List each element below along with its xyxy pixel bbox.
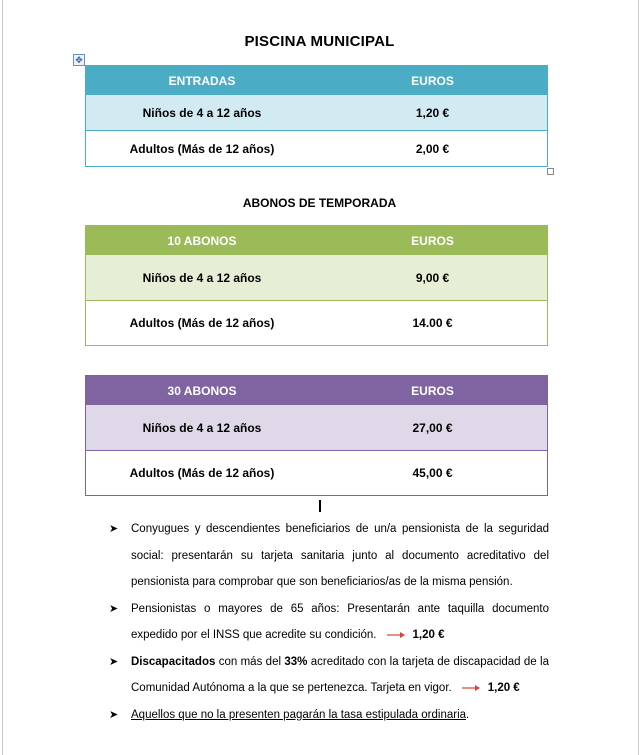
table-row bbox=[86, 451, 548, 496]
table-cell: 2,00 € bbox=[318, 131, 548, 167]
text-cursor bbox=[319, 500, 321, 512]
note-price: 1,20 € bbox=[487, 682, 520, 694]
note-price: 1,20 € bbox=[412, 629, 445, 641]
header-cell: 30 ABONOS bbox=[86, 376, 319, 406]
table-entradas bbox=[85, 65, 548, 167]
page-border-left bbox=[2, 0, 3, 755]
table-row bbox=[86, 131, 548, 167]
table-cell: Adultos (Más de 12 años) bbox=[86, 301, 319, 346]
header-cell: ENTRADAS bbox=[86, 66, 319, 96]
header-cell: 10 ABONOS bbox=[86, 226, 319, 256]
bullet-arrow-icon: ➤ bbox=[109, 655, 119, 668]
note-bold-text: Discapacitados bbox=[131, 655, 216, 668]
table-row bbox=[86, 95, 548, 131]
table-10-abonos bbox=[85, 225, 548, 346]
bullet-arrow-icon: ➤ bbox=[109, 602, 119, 615]
bullet-arrow-icon: ➤ bbox=[109, 708, 119, 721]
table-cell: 27,00 € bbox=[318, 405, 548, 451]
table-cell: 9,00 € bbox=[318, 255, 548, 301]
table-cell: 45,00 € bbox=[318, 451, 548, 496]
table-row bbox=[86, 405, 548, 451]
header-cell: EUROS bbox=[318, 66, 548, 96]
table-header-row bbox=[86, 66, 548, 96]
red-arrow-icon bbox=[387, 631, 405, 639]
notes-list bbox=[105, 516, 549, 728]
table-cell: Niños de 4 a 12 años bbox=[86, 405, 319, 451]
table-cell: Niños de 4 a 12 años bbox=[86, 95, 319, 131]
table-move-handle-icon[interactable]: ✥ bbox=[73, 54, 85, 66]
note-text: Aquellos que no la presenten pagarán la tasa estipulada ordinaria bbox=[131, 708, 467, 721]
table-header-row bbox=[86, 226, 548, 256]
note-text: Conyugues y descendientes beneficiarios de un/a pensionista de la seguridad social: presentarán su tarjeta sanitaria junto al documento acreditativo del pensionista para comprobar que son beneficiarios/as de la misma pensión. bbox=[131, 523, 549, 588]
table-cell: 1,20 € bbox=[318, 95, 548, 131]
table-30-abonos bbox=[85, 375, 548, 496]
table-resize-handle[interactable] bbox=[547, 168, 554, 175]
note-bold-text: 33% bbox=[284, 655, 308, 668]
note-text: . bbox=[466, 708, 470, 721]
note-text: acreditado con la tarjeta de discapacidad de la Comunidad Autónoma a la que se pertenezca. Tarjeta en vigor. bbox=[131, 655, 549, 694]
table-cell: Adultos (Más de 12 años) bbox=[86, 131, 319, 167]
table-row bbox=[86, 301, 548, 346]
list-item bbox=[105, 596, 549, 649]
list-item bbox=[105, 516, 549, 596]
note-text: Pensionistas o mayores de 65 años: Presentarán ante taquilla documento expedido por el INSS que acredite su condición. bbox=[131, 602, 549, 641]
header-cell: EUROS bbox=[318, 226, 548, 256]
table-cell: Niños de 4 a 12 años bbox=[86, 255, 319, 301]
red-arrow-icon bbox=[462, 684, 480, 692]
note-text: con más del bbox=[215, 655, 285, 668]
table-cell: 14.00 € bbox=[318, 301, 548, 346]
section-subtitle: ABONOS DE TEMPORADA bbox=[242, 196, 397, 210]
list-item bbox=[105, 702, 549, 729]
bullet-arrow-icon: ➤ bbox=[109, 523, 119, 535]
table-cell: Adultos (Más de 12 años) bbox=[86, 451, 319, 496]
header-cell: EUROS bbox=[318, 376, 548, 406]
table-row bbox=[86, 255, 548, 301]
table-header-row bbox=[86, 376, 548, 406]
document-title: PISCINA MUNICIPAL bbox=[244, 33, 395, 50]
list-item bbox=[105, 649, 549, 702]
